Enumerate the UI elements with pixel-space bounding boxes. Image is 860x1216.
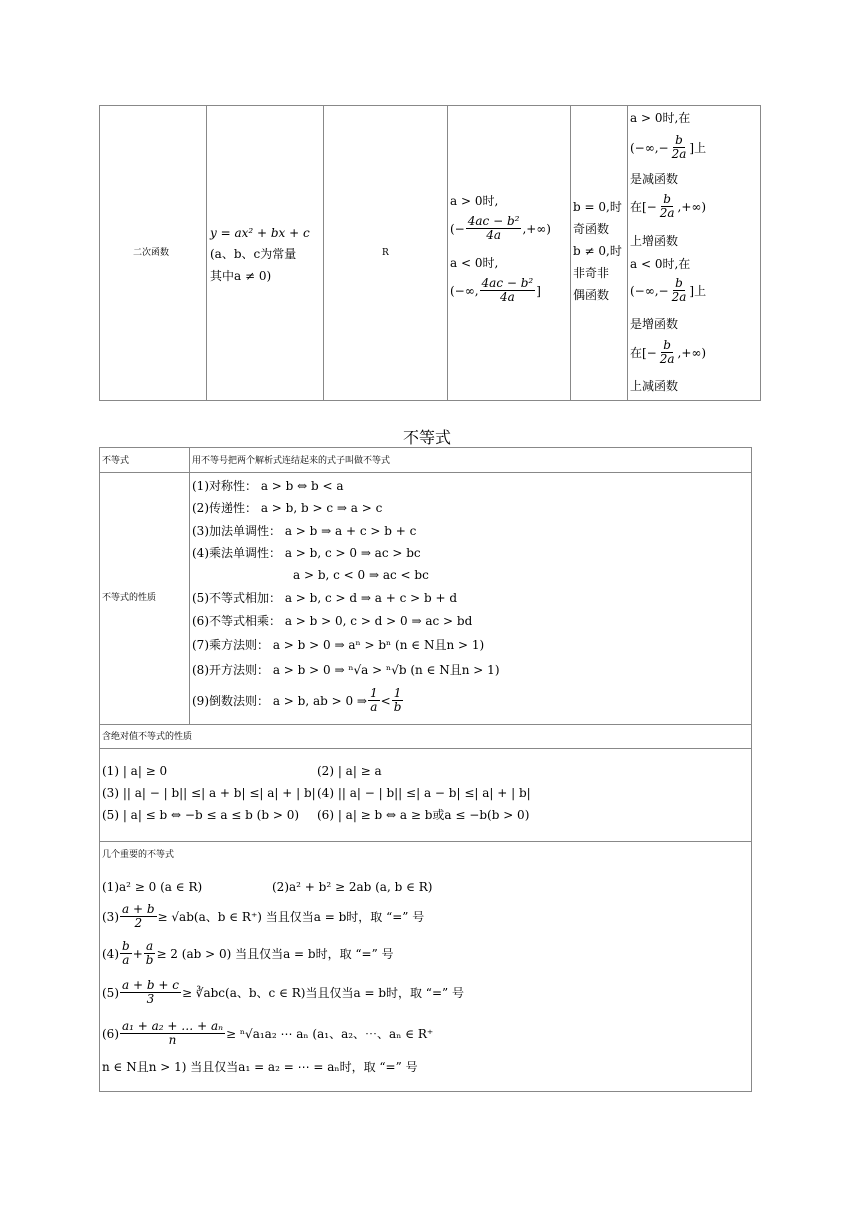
range-line [450,215,551,242]
interval-fraction [658,193,677,220]
row-divider [100,724,751,725]
interval-fraction [658,339,677,366]
interval-suffix: ]上 [689,140,707,155]
parity-line: 非奇非 [573,266,610,280]
interval-fraction [670,134,689,161]
monotonic-line [630,134,706,161]
important-inequality [102,979,464,1006]
fraction-denominator: 2a [659,352,675,366]
absolute-value-header: 含绝对值不等式的性质 [102,732,193,742]
abs-property-item: (5) | a| ≤ b ⇔ −b ≤ a ≤ b (b > 0) [102,808,300,822]
monotonic-line: a < 0时,在 [630,257,691,271]
fraction-denominator: a [370,700,378,714]
monotonic-line: 上增函数 [630,234,679,248]
item-number: (5) [102,985,119,1000]
range-suffix: ] [536,283,541,298]
important-inequality [102,940,394,967]
inequality-text: ≥ √ab(a、b ∈ R⁺) 当且仅当a = b时，取 “=” 号 [157,909,425,924]
abs-property-item: (2) | a| ≥ a [317,764,382,778]
function-expression: y = ax² + bx + c [210,226,310,240]
fraction-numerator: b [675,276,683,290]
row-divider [100,472,751,473]
monotonic-line: 是减函数 [630,172,679,186]
property-item: (5)不等式相加： a > b, c > d ⇒ a + c > b + d [192,591,458,605]
monotonic-line: 是增函数 [630,317,679,331]
mean-fraction [120,1020,225,1047]
function-expression-note: (a、b、c为常量 [210,247,297,261]
property-item: (3)加法单调性： a > b ⇒ a + c > b + c [192,524,417,538]
fraction-denominator: a [122,953,130,967]
column-divider [570,106,571,400]
column-divider [189,448,190,725]
fraction-numerator: b [663,338,671,352]
fraction-denominator: n [168,1033,177,1047]
interval-fraction [670,277,689,304]
reciprocal-rule-text: (9)倒数法则： a > b, ab > 0 ⇒ [192,693,367,708]
interval-suffix: ,+∞) [677,199,707,214]
fraction-numerator: a + b + c [122,978,179,992]
range-suffix: ,+∞) [522,221,551,236]
range-fraction [466,215,522,242]
mean-fraction [120,979,181,1006]
important-inequality-continuation: n ∈ N且n > 1) 当且仅当a₁ = a₂ = ⋯ = aₙ时，取 “=” 号 [102,1060,418,1074]
interval-prefix: 在[− [630,199,657,214]
property-item: a > b, c < 0 ⇒ ac < bc [293,568,429,582]
plus-sign: + [132,946,143,961]
range-prefix: (−∞, [450,283,479,298]
range-prefix: (− [450,221,465,236]
fraction-denominator: 4a [486,228,501,242]
monotonic-line [630,277,706,304]
property-item: (6)不等式相乘： a > b > 0, c > d > 0 ⇒ ac > bd [192,614,473,628]
inequality-text: ≥ 2 (ab > 0) 当且仅当a = b时，取 “=” 号 [156,946,394,961]
mean-fraction [120,903,157,930]
inequality-text: ≥ ⁿ√a₁a₂ ⋯ aₙ (a₁、a₂、⋯、aₙ ∈ R⁺ [226,1026,434,1041]
fraction-denominator: 2a [671,290,687,304]
row-divider [100,841,751,842]
row-label-properties: 不等式的性质 [102,593,157,603]
fraction-numerator: a [146,939,154,953]
domain-cell: R [382,248,389,258]
fraction-numerator: 1 [370,686,378,700]
reciprocal-fraction [368,687,380,714]
fraction-numerator: 1 [393,686,402,700]
fraction-denominator: 2a [671,147,687,161]
fraction-numerator: b [663,192,671,206]
less-than-sign: < [380,693,391,708]
important-inequality [102,1020,433,1047]
abs-property-item: (1) | a| ≥ 0 [102,764,168,778]
monotonic-line: 上减函数 [630,379,679,393]
item-number: (3) [102,909,119,924]
interval-suffix: ]上 [689,283,707,298]
column-divider [627,106,628,400]
fraction-numerator: 4ac − b² [481,276,534,290]
property-item: (7)乘方法则： a > b > 0 ⇒ aⁿ > bⁿ (n ∈ N且n > 1) [192,638,485,652]
range-line: a > 0时, [450,194,499,208]
monotonic-line [630,339,706,366]
interval-prefix: (−∞,− [630,140,669,155]
property-item: (4)乘法单调性： a > b, c > 0 ⇒ ac > bc [192,546,421,560]
important-inequalities-header: 几个重要的不等式 [102,850,175,860]
fraction-numerator: 4ac − b² [467,214,520,228]
fraction-denominator: 3 [146,992,155,1006]
fraction-denominator: 4a [499,290,515,304]
important-inequality: (1)a² ≥ 0 (a ∈ R) [102,880,203,894]
inequality-definition: 用不等号把两个解析式连结起来的式子叫做不等式 [192,456,391,466]
fraction-numerator: b [122,939,130,953]
item-number: (4) [102,946,119,961]
property-item: (8)开方法则： a > b > 0 ⇒ ⁿ√a > ⁿ√b (n ∈ N且n > 1) [192,663,500,677]
interval-prefix: 在[− [630,345,657,360]
fraction-numerator: a₁ + a₂ + … + aₙ [122,1019,223,1033]
item-number: (6) [102,1026,119,1041]
inequality-text: ≥ ∛abc(a、b、c ∈ R)当且仅当a = b时，取 “=” 号 [181,985,464,1000]
ratio-fraction [120,940,132,967]
column-divider [447,106,448,400]
interval-suffix: ,+∞) [677,345,707,360]
range-line [450,277,541,304]
parity-line: b = 0,时 [573,200,622,214]
parity-line: b ≠ 0,时 [573,244,622,258]
monotonic-line: a > 0时,在 [630,111,691,125]
important-inequality [102,903,424,930]
property-item [192,687,404,714]
interval-prefix: (−∞,− [630,283,669,298]
abs-property-item: (4) || a| − | b|| ≤| a − b| ≤| a| + | b| [317,786,531,800]
monotonic-line [630,193,706,220]
abs-property-item: (6) | a| ≥ b ⇔ a ≥ b或a ≤ −b(b > 0) [317,808,530,822]
property-item: (2)传递性： a > b, b > c ⇒ a > c [192,501,383,515]
row-divider [100,748,751,749]
inequality-table [99,447,752,1092]
fraction-denominator: b [393,700,402,714]
range-fraction [480,277,536,304]
parity-line: 偶函数 [573,288,610,302]
function-expression-note: 其中a ≠ 0) [210,269,272,283]
abs-property-item: (3) || a| − | b|| ≤| a + b| ≤| a| + | b| [102,786,316,800]
row-label-inequality: 不等式 [102,456,130,466]
quadratic-function-table [99,105,761,401]
fraction-denominator: 2 [134,916,143,930]
fraction-denominator: 2a [659,206,675,220]
function-name-cell: 二次函数 [133,248,170,258]
property-item: (1)对称性： a > b ⇔ b < a [192,479,344,493]
fraction-numerator: a + b [122,902,155,916]
important-inequality: (2)a² + b² ≥ 2ab (a, b ∈ R) [272,880,433,894]
range-line: a < 0时, [450,256,499,270]
fraction-denominator: b [145,953,154,967]
column-divider [206,106,207,400]
section-title: 不等式 [403,428,452,447]
ratio-fraction [144,940,156,967]
column-divider [323,106,324,400]
fraction-numerator: b [675,133,683,147]
reciprocal-fraction [392,687,404,714]
parity-line: 奇函数 [573,222,610,236]
